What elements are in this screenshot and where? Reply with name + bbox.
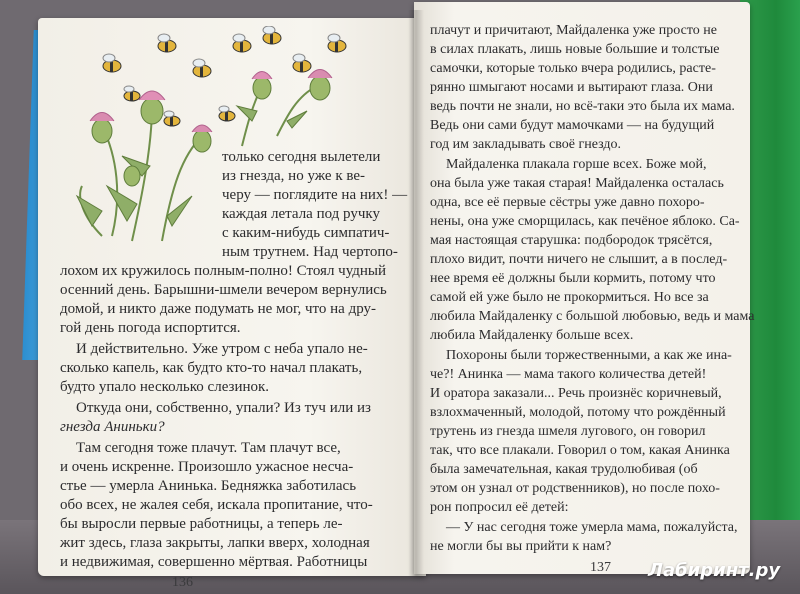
- text-line: гнезда Аниньки?: [60, 419, 165, 435]
- text-line: Похороны были торжественными, а как же ина-: [446, 348, 732, 363]
- text-line: любила Майдаленку больше всех.: [430, 328, 634, 343]
- page-number-left: 136: [172, 575, 193, 590]
- text-line: любила Майдаленку с большой любовью, ведь и мама: [430, 309, 755, 324]
- text-line: каждая летала под ручку: [222, 206, 380, 222]
- text-line: она была уже такая старая! Майдаленка осталась: [430, 176, 724, 191]
- text-line: не могли бы вы прийти к нам?: [430, 539, 612, 554]
- book-gutter: [408, 10, 424, 576]
- text-line: обо всех, не жалея себя, искала пропитание, что-: [60, 497, 373, 513]
- text-line: И действительно. Уже утром с неба упало не-: [76, 341, 368, 357]
- text-line: Майдаленка плакала горше всех. Боже мой,: [446, 157, 707, 172]
- text-line: с каким-нибудь симпатич-: [222, 225, 390, 241]
- text-line: из гнезда, но уже к ве-: [222, 168, 366, 184]
- text-line: рон попросил её детей:: [430, 500, 569, 515]
- text-line: домой, и никто даже подумать не мог, что на дру-: [60, 301, 376, 317]
- watermark: Лабиринт.ру: [648, 560, 781, 581]
- text-line: только сегодня вылетели: [222, 149, 381, 165]
- text-line: одна, все её первые сёстры уже давно похоро-: [430, 195, 705, 210]
- text-line: Там сегодня тоже плачут. Там плачут все,: [76, 440, 341, 456]
- text-line: плохо видит, почти ничего не слышит, а в послед-: [430, 252, 728, 267]
- text-line: была замечательная, какая трудолюбивая (об: [430, 462, 698, 477]
- text-line: рянно шмыгают носами и вытирают глаза. Они: [430, 80, 713, 95]
- text-line: лохом их кружилось полным-полно! Стоял чудный: [60, 263, 387, 279]
- text-line: так, что все плакали. Говорил о том, какая Анинка: [430, 443, 730, 458]
- text-line: трутень из гнезда шмеля лугового, он говорил: [430, 424, 706, 439]
- text-line: бы выросли первые работницы, а теперь ле-: [60, 516, 343, 532]
- text-line: И оратора заказали... Речь произнёс коричневый,: [430, 386, 722, 401]
- text-line: черу — поглядите на них! —: [222, 187, 408, 203]
- text-line: Откуда они, собственно, упали? Из туч или из: [76, 400, 371, 416]
- text-line: че?! Анинка — мама такого количества детей!: [430, 367, 707, 382]
- text-line: — У нас сегодня тоже умерла мама, пожалуйста,: [446, 520, 738, 535]
- text-line: нены, она уже сморщилась, как печёное яблоко. Са-: [430, 214, 740, 229]
- text-line: жит здесь, глаза закрыты, лапки вверх, холодная: [60, 535, 370, 551]
- text-line: стье — умерла Анинька. Бедняжка заботилась: [60, 478, 357, 494]
- text-line: и очень искренне. Произошло ужасное несча-: [60, 459, 354, 475]
- text-line: осенний день. Барышни-шмели вечером вернулись: [60, 282, 387, 298]
- text-line: плачут и причитают, Майдаленка уже просто не: [430, 23, 717, 38]
- text-line: и недвижимая, совершенно мёртвая. Работницы: [60, 554, 368, 570]
- text-line: взлохмаченный, молодой, потому что рождённый: [430, 405, 726, 420]
- text-line: самочки, которые только вчера родились, расте-: [430, 61, 716, 76]
- text-line: год им закладывать своё гнездо.: [430, 137, 621, 152]
- text-line: ным трутнем. Над чертопо-: [222, 244, 398, 260]
- text-line: сколько капель, как будто кто-то начал плакать,: [60, 360, 363, 376]
- text-line: в силах плакать, лишь новые большие и толстые: [430, 42, 720, 57]
- text-line: гой день погода испортится.: [60, 320, 241, 336]
- text-line: ведь почти не знали, но всё-таки это была их мама.: [430, 99, 735, 114]
- text-line: мая настоящая старушка: подбородок трясётся,: [430, 233, 713, 248]
- text-line: будто упало несколько слезинок.: [60, 379, 270, 395]
- text-line: Ведь они сами будут мамочками — на будущий: [430, 118, 715, 133]
- page-number-right: 137: [590, 560, 611, 575]
- text-line: самой ей уже было не прокормиться. Но все за: [430, 290, 709, 305]
- text-line: этом он узнал от родственников), но после похо-: [430, 481, 720, 496]
- text-line: нее время её должны были кормить, потому что: [430, 271, 716, 286]
